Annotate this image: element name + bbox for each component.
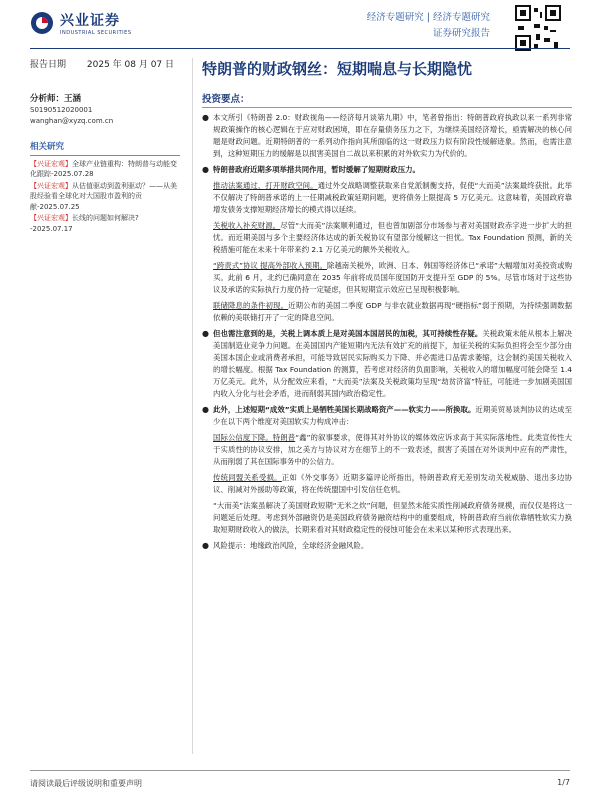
related-research bbox=[30, 142, 180, 235]
sub-paragraph bbox=[213, 432, 572, 468]
header-line1: 经济专题研究 | 经济专题研究 bbox=[366, 12, 490, 23]
footer-disclaimer[interactable]: 请阅读最后评级说明和重要声明 bbox=[30, 779, 142, 788]
related-item[interactable]: 【兴证宏观】全球产业链重构：特朗普与动能变化跟踪-2025.07.28 bbox=[30, 159, 177, 178]
report-date-label: 报告日期 bbox=[30, 60, 67, 70]
bullet-icon: ● bbox=[202, 112, 209, 122]
bullet-icon: ● bbox=[202, 540, 209, 550]
paragraph-text: 尽管“大而美”法案顺利通过，但也曾加剧部分市场参与者对美国财政赤字进一步扩大的担忧。而近期美国与多个主要经济体达成的新关税协议有望部分缓解这一担忧。Tax Foundation 预测，新的关税措施可能在未来十年带来约 2.1 万亿美元的额外关税收入。 bbox=[213, 220, 572, 254]
bullet-paragraph bbox=[202, 164, 572, 176]
analyst-name: 分析师：王涵 bbox=[30, 94, 82, 104]
sub-paragraph bbox=[213, 220, 572, 256]
related-item[interactable]: 【兴证宏观】从估值驱动到盈利驱动？——从美股经验看全球化对大国股市盈利的贡献-2025.07.25 bbox=[30, 181, 177, 211]
sub-heading: 联储降息的条件初现。 bbox=[213, 300, 289, 310]
sub-paragraph bbox=[213, 180, 572, 216]
main-content bbox=[202, 58, 572, 552]
section-heading: 投资要点： bbox=[202, 94, 250, 105]
bullet-paragraph bbox=[202, 328, 572, 400]
bullet-icon: ● bbox=[202, 404, 209, 414]
paragraph-text: 通过外交战略调整获取来自党派制衡支持，促使“大而美”法案最终获批。此举不仅解决了特朗普承诺的上一任期减税政策延期问题，更将债务上限提高 5 万亿美元。这意味着，美国政府靠增发债务支撑短期经济增长的模式得以延续。 bbox=[213, 180, 572, 214]
analyst-id: S0190512020001 bbox=[30, 106, 93, 114]
page-number: 1/7 bbox=[557, 778, 570, 787]
header-category bbox=[367, 10, 490, 42]
risk-text: 风险提示：地缘政治风险，全球经济金融风险。 bbox=[213, 540, 369, 550]
sub-heading: “跨责式”协议 提高外部收入预期。 bbox=[213, 260, 327, 270]
analyst-info bbox=[30, 94, 113, 127]
logo-en: INDUSTRIAL SECURITIES bbox=[60, 30, 132, 36]
bullet-paragraph bbox=[202, 112, 572, 160]
bullet-icon: ● bbox=[202, 328, 209, 338]
sub-paragraph bbox=[213, 472, 572, 496]
bullet-title: 但也需注意到的是，关税上调本质上是对美国本国居民的加税，其可持续性存疑。 bbox=[213, 328, 483, 338]
header-divider bbox=[30, 48, 570, 49]
paragraph-text: “大而美”法案虽解决了美国财政短期“无米之炊”问题，但显然未能实质性削减政府债务规模，而仅仅是将这一问题延后处理。考虑到外部融资仍是美国政府债务融资结构中的重要组成，特朗普政府当前依靠牺牲软实力换取短期财政收入的做法，长期来看对其财政稳定性的侵蚀可能会在未来以某种形式表现出来。 bbox=[213, 500, 572, 534]
sub-heading: 推动法案通过，打开财政空间。 bbox=[213, 180, 318, 190]
header-line2: 证券研究报告 bbox=[432, 28, 490, 39]
related-item[interactable]: 【兴证宏观】长线的问题如何解决?-2025.07.17 bbox=[30, 214, 139, 233]
report-date-value: 2025 年 08 月 07 日 bbox=[86, 60, 175, 70]
column-divider bbox=[192, 58, 193, 754]
bullet-icon: ● bbox=[202, 164, 209, 174]
qr-code-icon bbox=[514, 4, 562, 52]
paragraph-text: 除越南关税外，欧洲、日本、韩国等经济体已“承诺”大幅增加对美投资或购买。此前 6 月，北约已确同意在 2035 年前将成员国年度国防开支提升至 GDP 的 5%。尽管市场对于这些协议及承诺的实际执行力度仍持一定疑虑，但其短期宣示效应已呈现积极影响。 bbox=[213, 260, 572, 294]
section-divider bbox=[202, 107, 572, 108]
paragraph-text: 近期公布的美国二季度 GDP 与非农就业数据再现“硬指标”弱于预期，为持续强调数据依赖的美联储打开了一定的降息空间。 bbox=[213, 300, 572, 322]
footer-divider bbox=[30, 770, 570, 771]
sub-paragraph bbox=[213, 260, 572, 296]
paragraph-text: 本文所引《特朗普 2.0：财政视角——经济每月谈第九期》中，笔者曾指出：特朗普政府执政以来一系列非常规政策操作的核心逻辑在于应对财政困境，即在存量债务压力之下，为继续美国经济增长，亟需解决的核心问题是财政问题。近期特朗普的一系列动作指向其所面临的这一财政压力似有阶段性缓解迹象。然而，也需注意到，这种短期压力的缓解是以损害美国自二战以来积累的对外软实力为代价的。 bbox=[213, 112, 572, 158]
related-divider bbox=[30, 155, 180, 156]
sub-paragraph bbox=[213, 500, 572, 536]
sub-heading: 传统同盟关系受损。 bbox=[213, 472, 282, 482]
sub-paragraph bbox=[213, 300, 572, 324]
logo-mark-icon bbox=[30, 11, 54, 35]
paragraph-text: “鑫”的叙事要求，使得其对外协议的媒体效应诉求高于其实际落地性。此类宣传性大于实质性的协议安排，加之美方与协议对方在细节上的不一致表述，损害了美国在对外谈判中应有的严肃性，从而削弱了其在国际事务中的公信力。 bbox=[213, 432, 572, 466]
logo-cn: 兴业证券 bbox=[60, 13, 120, 29]
bullet-title: 此外，上述短期“成效”实质上是牺牲美国长期战略资产——软实力——所换取。 bbox=[213, 404, 476, 414]
report-date bbox=[30, 60, 174, 71]
paragraph-text: 关税政策未能从根本上解决美国制造业竞争力问题。在美国国内产能短期内无法有效扩充的前提下，加征关税的实际负担将会至少部分由美国本国企业或消费者承担，可能导致居民实际购买力下降、并必需进口品需求萎缩，这会制约美国关税收入的增长幅度。根据 Tax Foundation 的测算，若考虑对经济的负面影响，关税收入的增加幅度可能会降至 1.4 万亿美元。此外，从分配效应来看，“大而美”法案及关税政策均呈现“劫贫济富”特征，可能进一步加剧美国国内收入分化与社会矛盾，进而削弱其国内政治稳定性。 bbox=[213, 328, 572, 398]
report-title: 特朗普的财政钢丝：短期喘息与长期隐忧 bbox=[202, 60, 473, 78]
bullet-paragraph bbox=[202, 404, 572, 428]
company-logo bbox=[30, 10, 132, 36]
bullet-title: 特朗普政府近期多项举措共同作用，暂时缓解了短期财政压力。 bbox=[213, 164, 420, 174]
sub-heading: 关税收入补充财源。 bbox=[213, 220, 281, 230]
analyst-email[interactable]: wanghan@xyzq.com.cn bbox=[30, 117, 114, 125]
paragraph-text: 正如《外交事务》近期多篇评论所指出，特朗普政府无差别发动关税威胁、退出多边协议、削减对外援助等政策，将在传统盟国中引发信任危机。 bbox=[213, 472, 572, 494]
sub-heading: 国际公信度下降。特朗普 bbox=[213, 432, 296, 442]
paragraph-text: 近期美贸易谈判协议的达成至少在以下两个维度对美国软实力构成冲击： bbox=[213, 404, 572, 426]
related-title: 相关研究 bbox=[30, 142, 65, 152]
risk-note bbox=[202, 540, 572, 552]
